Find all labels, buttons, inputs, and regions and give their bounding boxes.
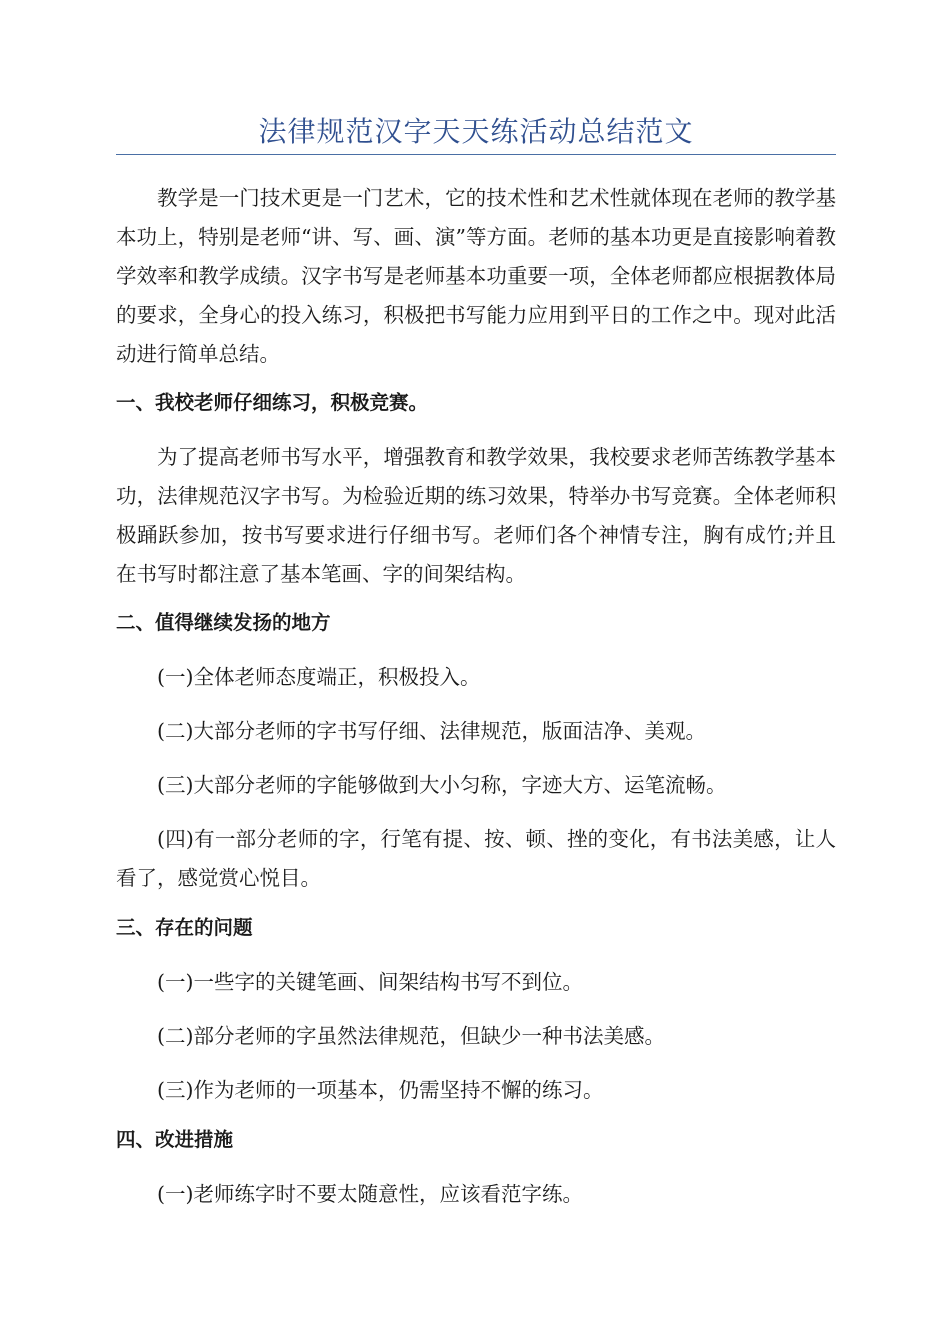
section-4 (116, 1125, 836, 1214)
list-item: (三)大部分老师的字能够做到大小匀称，字迹大方、运笔流畅。 (157, 773, 727, 797)
list-item: (一)老师练字时不要太随意性，应该看范字练。 (157, 1182, 583, 1206)
section-1 (116, 388, 836, 594)
title-underline (116, 154, 836, 155)
document-page (116, 112, 836, 1229)
list-item: (二)大部分老师的字书写仔细、法律规范，版面洁净、美观。 (157, 719, 706, 743)
section-heading: 四、改进措施 (116, 1128, 234, 1151)
section-heading: 三、存在的问题 (116, 916, 253, 939)
section-heading: 一、我校老师仔细练习，积极竞赛。 (116, 391, 429, 414)
section-paragraph: 为了提高老师书写水平，增强教育和教学效果，我校要求老师苦练教学基本功，法律规范汉字书写。为检验近期的练习效果，特举办书写竞赛。全体老师积极踊跃参加，按书写要求进行仔细书写。老师们各个神情专注，胸有成竹;并且在书写时都注意了基本笔画、字的间架结构。 (116, 445, 836, 586)
section-heading: 二、值得继续发扬的地方 (116, 611, 331, 634)
list-item: (一)全体老师态度端正，积极投入。 (157, 665, 481, 689)
section-2 (116, 608, 836, 898)
section-3 (116, 913, 836, 1110)
list-item: (二)部分老师的字虽然法律规范，但缺少一种书法美感。 (157, 1024, 665, 1048)
list-item: (三)作为老师的一项基本，仍需坚持不懈的练习。 (157, 1078, 604, 1102)
list-item: (四)有一部分老师的字，行笔有提、按、顿、挫的变化，有书法美感，让人看了，感觉赏心悦目。 (116, 827, 836, 890)
list-item: (一)一些字的关键笔画、间架结构书写不到位。 (157, 970, 583, 994)
intro-paragraph: 教学是一门技术更是一门艺术，它的技术性和艺术性就体现在老师的教学基本功上，特别是老师“讲、写、画、演”等方面。老师的基本功更是直接影响着教学效率和教学成绩。汉字书写是老师基本功重要一项，全体老师都应根据教体局的要求，全身心的投入练习，积极把书写能力应用到平日的工作之中。现对此活动进行简单总结。 (116, 186, 836, 366)
document-title: 法律规范汉字天天练活动总结范文 (258, 115, 694, 148)
